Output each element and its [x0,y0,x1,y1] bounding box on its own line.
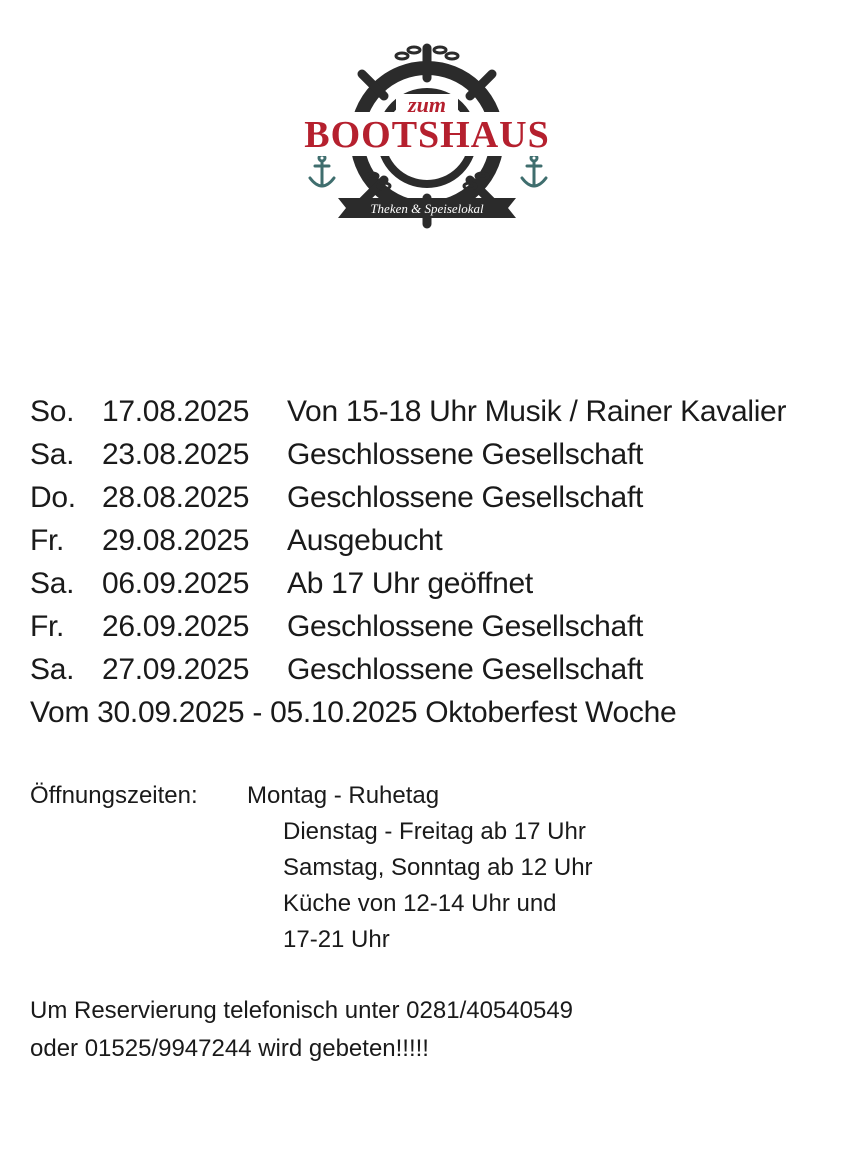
event-row [30,648,845,691]
event-day: So. [30,394,75,428]
opening-hours-entry: Montag - Ruhetag [247,782,440,809]
opening-hours-label: Öffnungszeiten: [30,782,198,809]
reservation-note [30,992,790,1068]
opening-hours-first-line [30,778,730,814]
event-date: 23.08.2025 [102,437,250,471]
event-row [30,390,845,433]
event-date: 29.08.2025 [102,523,250,557]
event-date: 28.08.2025 [102,480,250,514]
opening-hours-entry: Samstag, Sonntag ab 12 Uhr [283,854,593,881]
event-row [30,605,845,648]
event-description: Geschlossene Gesellschaft [287,437,644,471]
event-date: 27.09.2025 [102,652,250,686]
event-range: Vom 30.09.2025 - 05.10.2025 Oktoberfest Woche [30,695,677,729]
event-row [30,562,845,605]
event-description: Geschlossene Gesellschaft [287,609,644,643]
event-description: Geschlossene Gesellschaft [287,652,644,686]
event-day: Fr. [30,609,65,643]
event-description: Von 15-18 Uhr Musik / Rainer Kavalier [287,394,787,428]
event-day: Sa. [30,437,75,471]
event-list [30,390,845,734]
event-description: Geschlossene Gesellschaft [287,480,644,514]
logo-top-text: zum [408,92,446,117]
logo-banner-text: Theken & Speiselokal [370,201,484,216]
event-date: 06.09.2025 [102,566,250,600]
opening-hours-entry: 17-21 Uhr [283,926,390,953]
event-row [30,476,845,519]
logo-name: BOOTSHAUS [304,114,550,156]
opening-hours-entry: Dienstag - Freitag ab 17 Uhr [283,818,586,845]
event-row [30,433,845,476]
event-date: 26.09.2025 [102,609,250,643]
reservation-line: Um Reservierung telefonisch unter 0281/40540549 [30,997,574,1024]
event-date: 17.08.2025 [102,394,250,428]
opening-hours [30,778,730,958]
event-row [30,519,845,562]
event-day: Sa. [30,652,75,686]
bootshaus-logo [302,26,552,234]
event-day: Do. [30,480,76,514]
event-description: Ausgebucht [287,523,443,557]
event-description: Ab 17 Uhr geöffnet [287,566,533,600]
reservation-line: oder 01525/9947244 wird gebeten!!!!! [30,1035,429,1062]
event-day: Fr. [30,523,65,557]
opening-hours-entry: Küche von 12-14 Uhr und [283,890,557,917]
event-day: Sa. [30,566,75,600]
